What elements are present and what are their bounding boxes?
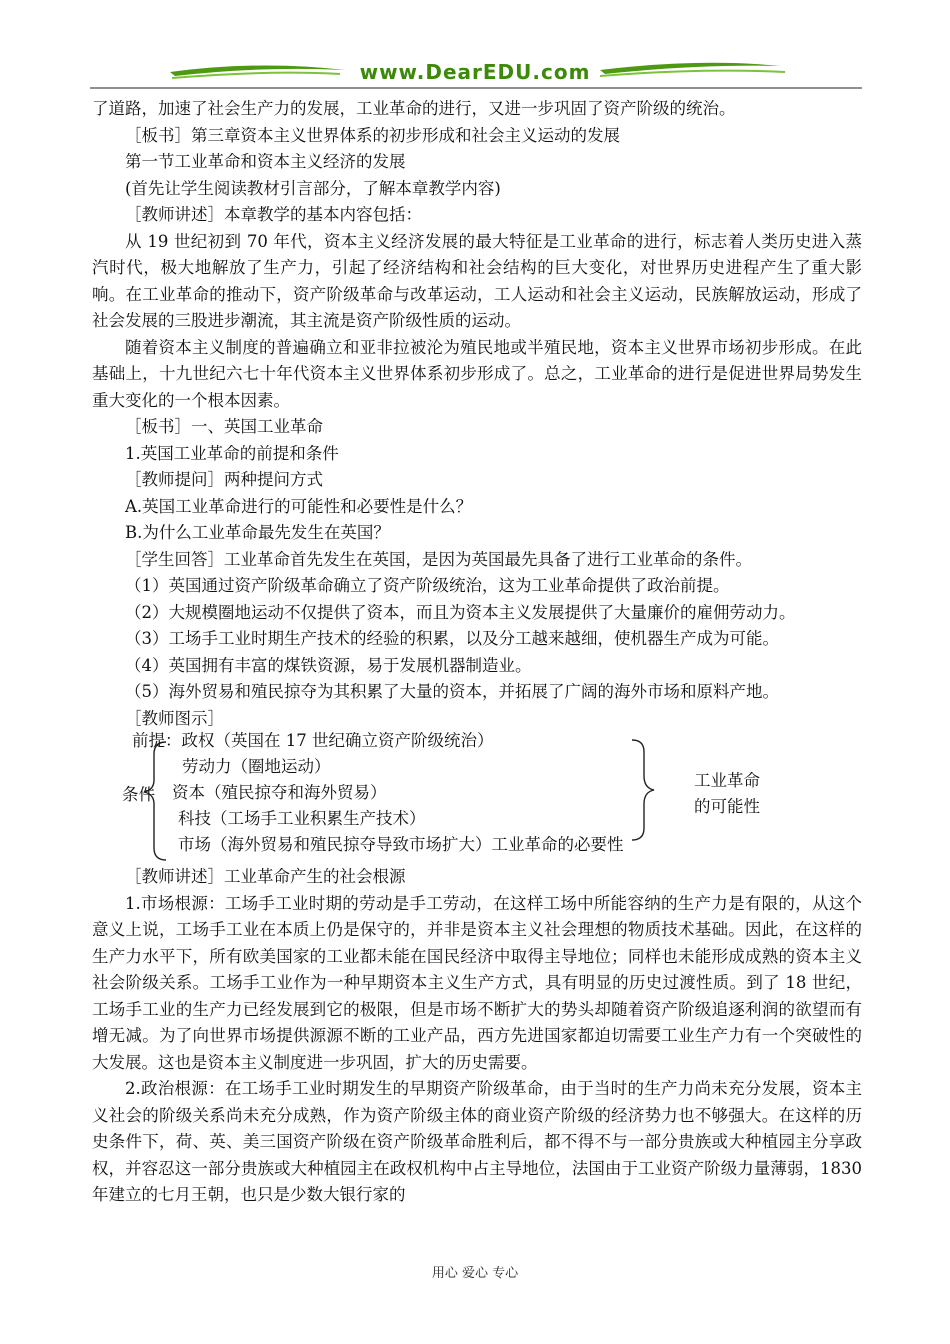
- paragraph: 1.市场根源：工场手工业时期的劳动是手工劳动，在这样工场中所能容纳的生产力是有限的，从这个意义上说，工场手工业在本质上仍是保守的，并非是资本主义社会理想的物质技术基础。因此，在这样的生产力水平下，所有欧美国家的工业都未能在国民经济中取得主导地位；同样也未能形成成熟的资本主义社会阶级关系。工场手工业作为一种早期资本主义生产方式，具有明显的历史过渡性质。到了 18 世纪，工场手工业的生产力已经发展到它的极限，但是市场不断扩大的势头却随着资产阶级追逐利润的欲望而有增无减。为了向世界市场提供源源不断的工业产品，西方先进国家都迫切需要工业生产力有一个突破性的大发展。这也是资本主义制度进一步巩固，扩大的历史需要。: [92, 893, 862, 1072]
- paragraph: ［板书］第三章资本主义世界体系的初步形成和社会主义运动的发展: [125, 125, 620, 145]
- diagram-conditions-label: 条件: [122, 785, 155, 804]
- paragraph: （5）海外贸易和殖民掠夺为其积累了大量的资本，并拓展了广阔的海外市场和原料产地。: [125, 682, 779, 701]
- paragraph: B.为什么工业革命最先发生在英国？: [125, 523, 390, 542]
- paragraph: 随着资本主义制度的普遍确立和亚非拉被沦为殖民地或半殖民地，资本主义世界市场初步形成。在此基础上，十九世纪六七十年代资本主义世界体系初步形成了。总之，工业革命的进行是促进世界局势发生重大变化的一个根本因素。: [92, 337, 862, 410]
- paragraph: ［教师提问］两种提问方式: [125, 470, 323, 489]
- paragraph: A.英国工业革命进行的可能性和必要性是什么？: [125, 496, 473, 516]
- diagram-result-line2: 的可能性: [694, 797, 760, 816]
- paragraph: 1.英国工业革命的前提和条件: [125, 443, 339, 463]
- paragraph: （3）工场手工业时期生产技术的经验的积累，以及分工越来越细，使机器生产成为可能。: [125, 629, 779, 648]
- paragraph: （4）英国拥有丰富的煤铁资源，易于发展机器制造业。: [125, 655, 532, 675]
- paragraph: 2.政治根源：在工场手工业时期发生的早期资产阶级革命，由于当时的生产力尚未充分发展，资本主义社会的阶级关系尚未充分成熟，作为资产阶级主体的商业资产阶级的经济势力也不够强大。在这样的历史条件下，荷、英、美三国资产阶级在资产阶级革命胜利后，都不得不与一部分贵族或大种植园主分享政权，并容忍这一部分贵族或大种植园主在政权机构中占主导地位，法国由于工业资产阶级力量薄弱，1830 年建立的七月王朝，也只是少数大银行家的: [92, 1079, 862, 1204]
- paragraph: 了道路，加速了社会生产力的发展，工业革命的进行，又进一步巩固了资产阶级的统治。: [92, 99, 736, 118]
- paragraph: ［学生回答］工业革命首先发生在英国，是因为英国最先具备了进行工业革命的条件。: [125, 549, 752, 569]
- page-header: [0, 0, 950, 100]
- diagram-result-line1: 工业革命: [694, 771, 760, 790]
- document-body: [92, 96, 862, 1209]
- diagram-condition-3: 科技（工场手工业积累生产技术）: [178, 809, 426, 828]
- paragraph: ［教师讲述］本章教学的基本内容包括：: [125, 205, 422, 224]
- paragraph: (首先让学生阅读教材引言部分，了解本章教学内容): [125, 178, 501, 198]
- conditions-diagram: [92, 732, 862, 864]
- diagram-premise: 前提：政权（英国在 17 世纪确立资产阶级统治）: [132, 731, 494, 750]
- site-logo-text: www.DearEDU.com: [359, 60, 591, 84]
- diagram-condition-4: 市场（海外贸易和殖民掠夺导致市场扩大）工业革命的必要性: [178, 835, 624, 854]
- diagram-condition-1: 劳动力（圈地运动）: [182, 757, 331, 776]
- paragraph: ［板书］一、英国工业革命: [125, 417, 323, 436]
- diagram-condition-2: 资本（殖民掠夺和海外贸易）: [172, 783, 387, 802]
- paragraph: （2）大规模圈地运动不仅提供了资本，而且为资本主义发展提供了大量廉价的雇佣劳动力。: [125, 602, 796, 622]
- section-intro: [92, 96, 862, 732]
- page-footer: 用心 爱心 专心: [431, 1266, 519, 1281]
- paragraph: （1）英国通过资产阶级革命确立了资产阶级统治，这为工业革命提供了政治前提。: [125, 576, 730, 595]
- header-swoosh-icon: [0, 0, 950, 100]
- paragraph: 第一节工业革命和资本主义经济的发展: [125, 152, 406, 171]
- paragraph: 从 19 世纪初到 70 年代，资本主义经济发展的最大特征是工业革命的进行，标志着人类历史进入蒸汽时代，极大地解放了生产力，引起了经济结构和社会结构的巨大变化，对世界历史进程产生了重大影响。在工业革命的推动下，资产阶级革命与改革运动，工人运动和社会主义运动，民族解放运动，形成了社会发展的三股进步潮流，其主流是资产阶级性质的运动。: [92, 231, 862, 330]
- paragraph: ［教师讲述］工业革命产生的社会根源: [125, 867, 406, 886]
- section-social-roots: [92, 864, 862, 1209]
- paragraph: ［教师图示］: [125, 708, 224, 728]
